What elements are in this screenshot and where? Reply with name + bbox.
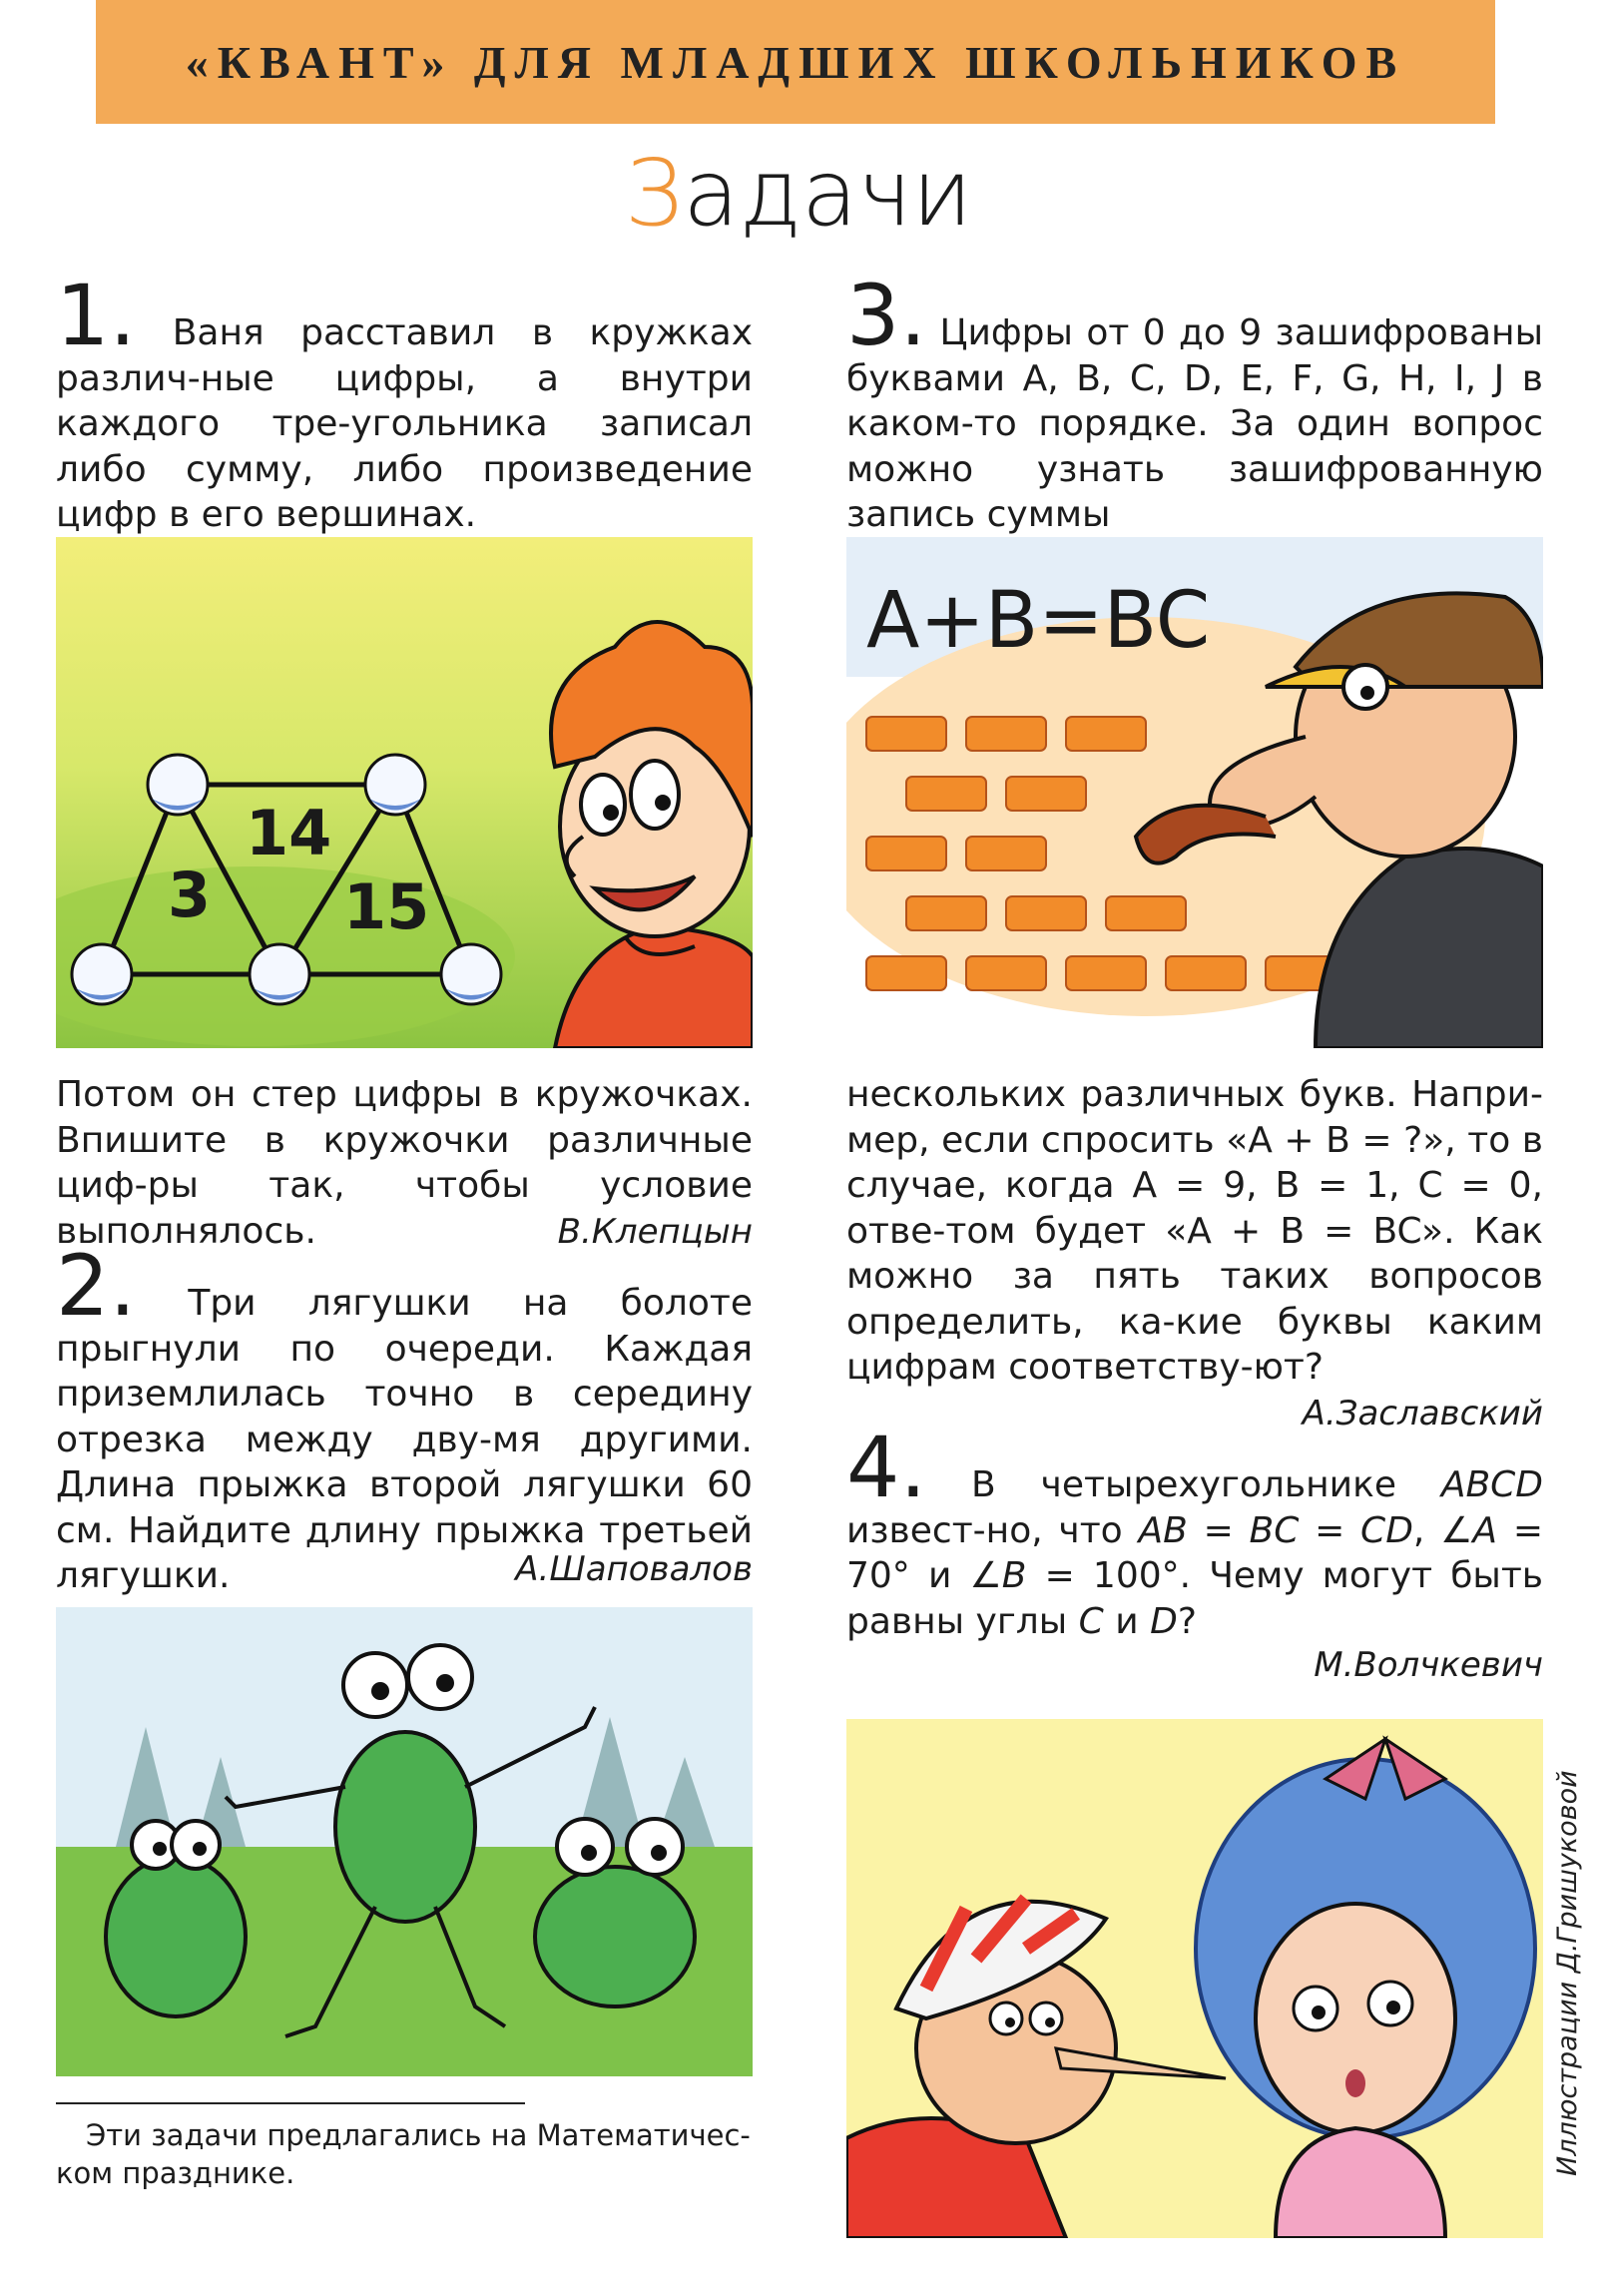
- footnote-rule: [56, 2102, 525, 2104]
- problem-2-author: А.Шаповалов: [515, 1549, 753, 1589]
- problem-4-text-i: = 100°. Чему могут быть равны углы: [846, 1555, 1544, 1642]
- problem-2-number: 2.: [56, 1237, 137, 1335]
- problem-1-author: В.Клепцын: [557, 1212, 753, 1252]
- problem-4-illustration: [846, 1719, 1543, 2238]
- problem-2-illustration: [56, 1607, 753, 2076]
- problem-1-number: 1.: [56, 267, 137, 364]
- problem-4-number: 4.: [846, 1419, 927, 1516]
- header-title: «КВАНТ» ДЛЯ МЛАДШИХ ШКОЛЬНИКОВ: [185, 36, 1406, 88]
- page-title: [0, 140, 1597, 247]
- problem-3-illustration: [846, 537, 1543, 1048]
- triangle-number-14: 14: [246, 797, 332, 869]
- problem-4-text-m: ?: [1177, 1600, 1197, 1642]
- problem-4: [846, 1419, 1544, 1644]
- illustration-credit: Иллюстрации Д.Гришуковой: [1552, 1770, 1583, 2176]
- footnote: Эти задачи предлагались на Математичес-ком празднике.: [56, 2118, 751, 2190]
- problem-4-quad: ABCD: [1440, 1464, 1544, 1505]
- problem-4-angle-d: D: [1150, 1600, 1178, 1642]
- header-bar: [96, 0, 1495, 124]
- problem-4-text-c: извест-но, что: [846, 1509, 1139, 1551]
- problem-2: [56, 1237, 753, 1599]
- problem-3-author: А.Заславский: [1302, 1394, 1543, 1434]
- problem-4-text-g: = 70° и ∠: [846, 1509, 1543, 1596]
- problem-2-text: Три лягушки на болоте прыгнули по очереди. Каждая приземлилась точно в середину отрезка между дву-мя другими. Длина прыжка второй лягушки 60 см. Найдите длину прыжка третьей лягушки.: [56, 1283, 753, 1596]
- problem-1-text-before: Ваня расставил в кружках различ-ные цифры, а внутри каждого тре-угольника записал либо сумму, либо произведение цифр в его вершинах.: [56, 312, 754, 535]
- problem-1-illustration: [56, 537, 753, 1048]
- problem-1-text-after: Потом он стер цифры в кружочках. Впишите в кружочки различные циф-ры так, чтобы условие выполнялось.: [56, 1074, 753, 1252]
- problem-1-intro: [56, 267, 754, 538]
- board-text: A+B=BC: [866, 576, 1211, 666]
- problem-4-angle-c: C: [1078, 1600, 1104, 1642]
- triangle-number-15: 15: [343, 870, 430, 943]
- page-title-rest: адачи: [683, 140, 973, 247]
- problem-3-intro: [846, 267, 1543, 538]
- problem-3-text-after: нескольких различных букв. Напри-мер, если спросить «A + B = ?», то в случае, когда A = 9, B = 1, C = 0, отве-том будет «A + B = BC». Как можно за пять таких вопросов определить, ка-кие буквы каким цифрам соответству-ют?: [846, 1074, 1543, 1388]
- problem-4-equal-sides: AB = BC = CD: [1138, 1509, 1413, 1551]
- problem-4-angle-b: B: [1001, 1555, 1027, 1596]
- problem-3-number: 3.: [846, 267, 927, 364]
- page-title-first-letter: З: [624, 140, 684, 247]
- problem-4-text-k: и: [1103, 1600, 1151, 1642]
- problem-4-text-a: В четырехугольнике: [971, 1464, 1441, 1505]
- problem-4-author: М.Волчкевич: [1314, 1645, 1543, 1685]
- triangle-number-3: 3: [168, 859, 212, 931]
- problem-4-angle-a: A: [1472, 1509, 1498, 1551]
- problem-3-text-before: Цифры от 0 до 9 зашифрованы буквами A, B, C, D, E, F, G, H, I, J в каком-то порядке. За один вопрос можно узнать зашифрованную запись суммы: [846, 312, 1543, 535]
- problem-4-text-e: , ∠: [1412, 1509, 1473, 1551]
